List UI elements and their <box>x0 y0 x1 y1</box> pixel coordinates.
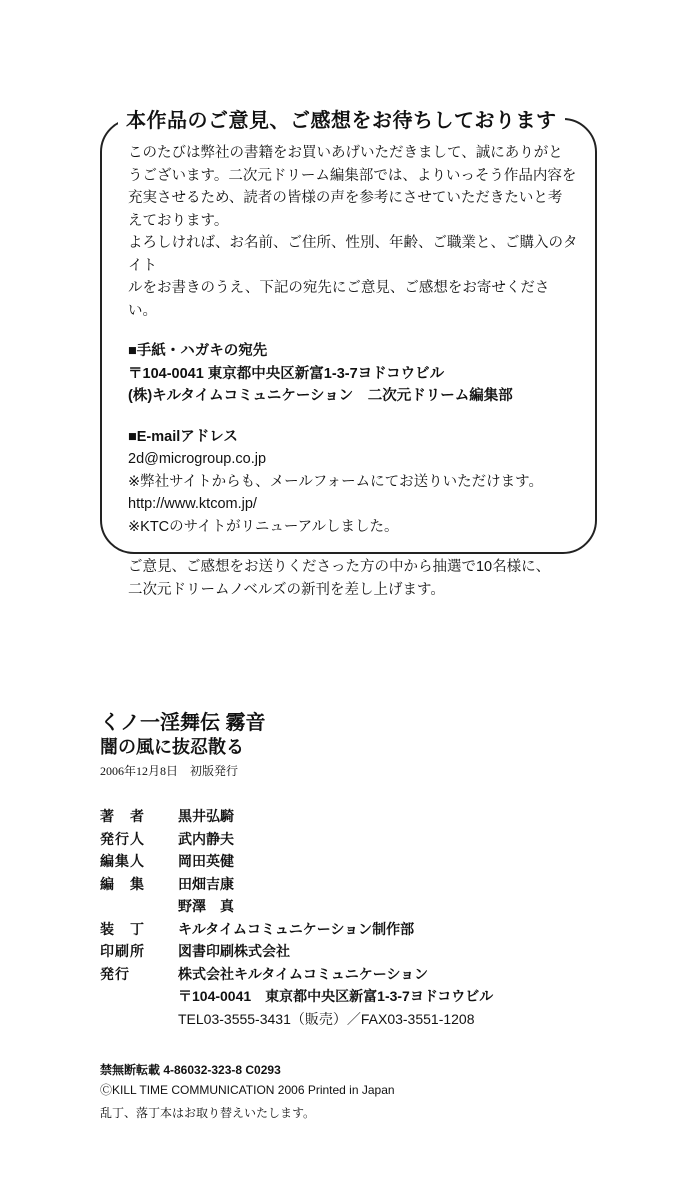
credit-label: 発行 <box>100 965 130 982</box>
feedback-line: よろしければ、お名前、ご住所、性別、年齢、ご職業と、ご購入のタイト <box>128 235 578 274</box>
copyright: ⒸKILL TIME COMMUNICATION 2006 Printed in Japan <box>100 1083 395 1097</box>
mail-address: 〒104-0041 東京都中央区新富1-3-7ヨドコウビル <box>128 365 445 382</box>
book-subtitle: 闇の風に抜忍散る <box>100 737 244 757</box>
website-url[interactable]: http://www.ktcom.jp/ <box>128 496 257 512</box>
credit-row <box>100 805 493 828</box>
email-address[interactable]: 2d@microgroup.co.jp <box>128 451 267 467</box>
closing-line: ご意見、ご感想をお送りくださった方の中から抽選で10名様に、 <box>128 559 551 575</box>
credit-row <box>100 1008 493 1031</box>
credit-label: 発行人 <box>100 830 145 847</box>
credit-row <box>100 940 493 963</box>
feedback-line: えております。 <box>128 212 229 229</box>
credit-label: 編集人 <box>100 853 145 870</box>
credit-value: TEL03-3555-3431（販売）／FAX03-3551-1208 <box>178 1010 475 1027</box>
credit-label: 装 丁 <box>100 920 145 937</box>
credit-label: 印刷所 <box>100 943 145 960</box>
credit-value: 野澤 真 <box>178 898 234 915</box>
credit-label: 著 者 <box>100 808 145 825</box>
credit-value: 武内静夫 <box>178 830 234 847</box>
replacement-note: 乱丁、落丁本はお取り替えいたします。 <box>100 1106 316 1120</box>
closing-line: 二次元ドリームノベルズの新刊を差し上げます。 <box>128 581 445 598</box>
credit-value: 株式会社キルタイムコミュニケーション <box>178 965 429 982</box>
credits-list <box>100 805 493 1030</box>
credit-row <box>100 828 493 851</box>
mail-recipient: (株)キルタイムコミュニケーション 二次元ドリーム編集部 <box>128 388 513 404</box>
credit-row <box>100 895 493 918</box>
credit-label: 編 集 <box>100 875 145 892</box>
feedback-line: 充実させるため、読者の皆様の声を参考にさせていただきたいと考 <box>128 190 563 206</box>
feedback-line: ルをお書きのうえ、下記の宛先にご意見、ご感想をお寄せください。 <box>128 280 550 319</box>
credit-row <box>100 873 493 896</box>
credit-value: 田畑吉康 <box>178 875 234 892</box>
credit-value: キルタイムコミュニケーション制作部 <box>178 920 415 937</box>
feedback-line: このたびは弊社の書籍をお買いあげいただきまして、誠にありがと <box>128 145 563 161</box>
credit-value: 〒104-0041 東京都中央区新富1-3-7ヨドコウビル <box>178 988 494 1005</box>
book-title: くノ一淫舞伝 霧音 <box>100 712 266 734</box>
feedback-line: うございます。二次元ドリーム編集部では、よりいっそう作品内容を <box>128 167 577 184</box>
url-note: ※KTCのサイトがリニューアルしました。 <box>128 518 399 535</box>
feedback-title: 本作品のご意見、ご感想をお待ちしております <box>118 104 565 133</box>
publish-date: 2006年12月8日 初版発行 <box>100 764 239 778</box>
credit-value: 黒井弘騎 <box>178 808 234 825</box>
isbn: 禁無断転載 4-86032-323-8 C0293 <box>100 1063 281 1077</box>
credit-row <box>100 985 493 1008</box>
mail-heading: ■手紙・ハガキの宛先 <box>128 343 268 359</box>
email-heading: ■E-mailアドレス <box>128 428 238 445</box>
credit-value: 岡田英健 <box>178 853 234 870</box>
feedback-body <box>128 142 578 601</box>
credit-row <box>100 918 493 941</box>
email-note: ※弊社サイトからも、メールフォームにてお送りいただけます。 <box>128 473 543 490</box>
credit-row <box>100 850 493 873</box>
credit-value: 図書印刷株式会社 <box>178 943 290 960</box>
credit-row <box>100 963 493 986</box>
